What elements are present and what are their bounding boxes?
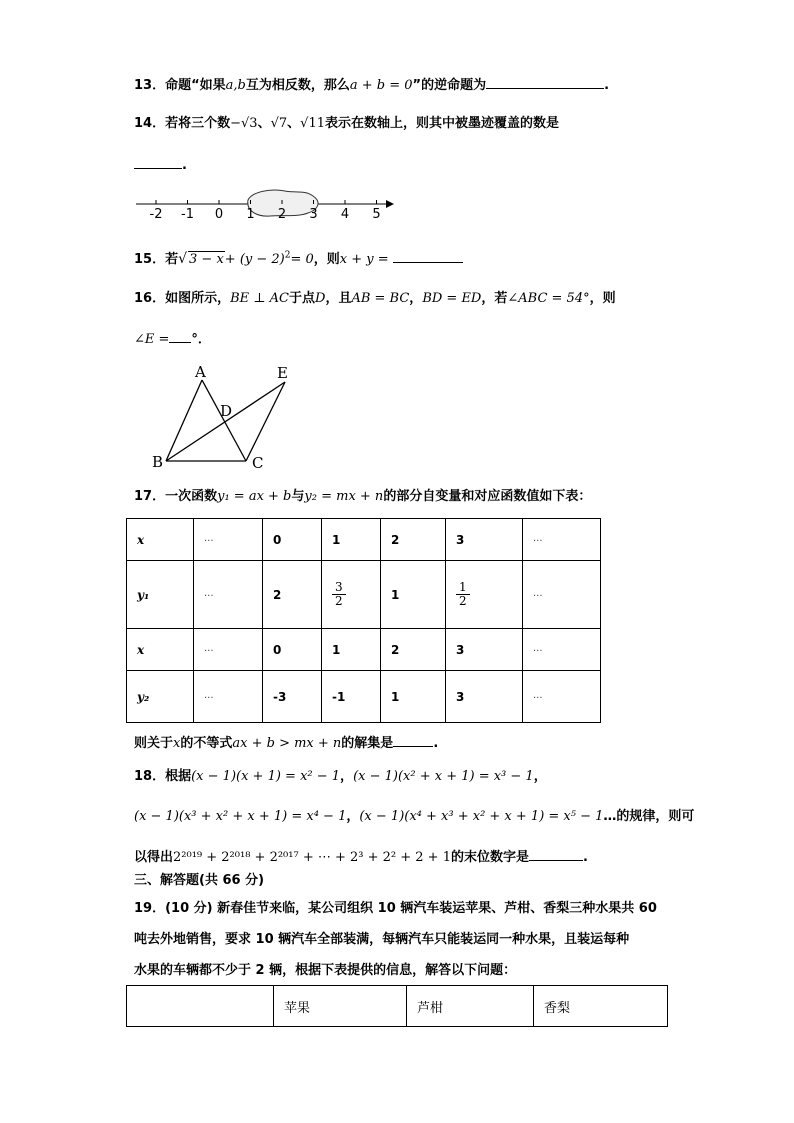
table-cell (523, 671, 601, 723)
axis-tick-label: 0 (214, 207, 224, 222)
question-text: 则关于 (134, 736, 174, 751)
table-cell (194, 671, 263, 723)
question-14 (134, 115, 559, 133)
math-expr: AB = BC (351, 291, 410, 306)
axis-arrow (386, 200, 394, 208)
period: . (604, 78, 610, 93)
math-expr: + (y − 2) (224, 252, 285, 267)
question-text: ， (409, 291, 423, 306)
question-17-tail (134, 732, 438, 753)
label-d: D (220, 402, 233, 420)
math-expr: ∠E = (134, 332, 170, 347)
row-header: x (127, 629, 194, 671)
table-cell (194, 561, 263, 629)
table-header-cell: 香梨 (534, 986, 668, 1027)
fraction-three-halves: $\frac{3}{2}$ (332, 581, 346, 608)
ellipsis: ··· (533, 535, 543, 547)
math-expr: ∠ABC = 54° (507, 291, 590, 306)
question-number: 16． (134, 291, 166, 306)
math-expr: = 0 (290, 252, 314, 267)
sqrt-sign: √ (178, 251, 188, 267)
question-text: ，若 (481, 291, 508, 306)
question-text: 表示在数轴上，则其中被墨迹覆盖的数是 (324, 116, 559, 131)
table-cell (322, 561, 381, 629)
question-19-line3: 水果的车辆都不少于 2 辆，根据下表提供的信息，解答以下问题： (134, 963, 517, 978)
row-header: y₂ (127, 671, 194, 723)
table-cell (446, 561, 523, 629)
table-row (127, 986, 668, 1027)
geometry-figure (140, 360, 310, 475)
section-heading: 三、解答题(共 66 分) (134, 873, 265, 888)
question-text: 如图所示， (165, 291, 231, 306)
axis-tick-label: 2 (277, 207, 287, 222)
answer-blank[interactable] (486, 74, 604, 89)
table-cell: -1 (322, 671, 381, 723)
question-number: 17． (134, 489, 166, 504)
q14-answer-line (134, 154, 187, 175)
period: . (182, 158, 187, 173)
table-header-cell: 芦柑 (407, 986, 534, 1027)
math-var: x (173, 736, 181, 751)
ellipsis: ··· (204, 590, 214, 602)
table-header-cell (127, 986, 274, 1027)
table-cell: 3 (446, 629, 523, 671)
question-15 (134, 248, 463, 269)
axis-tick-label: 5 (372, 207, 381, 222)
table-cell: 1 (381, 671, 446, 723)
table-cell: -3 (263, 671, 322, 723)
answer-blank[interactable] (393, 248, 463, 263)
ellipsis: ··· (533, 590, 543, 602)
question-text: 的末位数字是 (450, 850, 529, 865)
row-header: x (127, 519, 194, 561)
axis-tick-label: 4 (340, 207, 350, 222)
math-expr: (x − 1)(x + 1) = x² − 1 (191, 769, 341, 784)
answer-blank[interactable] (529, 846, 583, 861)
math-expr: BE ⊥ AC (230, 291, 289, 306)
question-text: 的部分自变量和对应函数值如下表： (383, 489, 592, 504)
table-cell: 3 (446, 671, 523, 723)
table-cell: 1 (381, 561, 446, 629)
answer-blank[interactable] (134, 154, 182, 169)
label-b: B (152, 453, 164, 471)
question-18-cont (134, 808, 694, 826)
question-text: 一次函数 (165, 489, 218, 504)
math-expr: √7 (270, 116, 288, 131)
math-vars: a,b (225, 78, 246, 93)
label-e: E (277, 364, 288, 382)
question-18-cont2 (134, 846, 588, 867)
axis-tick-label: -1 (181, 207, 194, 222)
table-cell: 3 (446, 519, 523, 561)
question-text: 若 (165, 252, 179, 267)
table-cell: 1 (322, 629, 381, 671)
question-text: ”的逆命题为 (412, 78, 487, 93)
table-cell: 2 (381, 629, 446, 671)
ellipsis: ··· (204, 692, 214, 704)
question-text: ，且 (325, 291, 352, 306)
question-text: 于点 (288, 291, 315, 306)
table-cell: 2 (381, 519, 446, 561)
separator: ， (346, 809, 360, 824)
math-expr: (x − 1)(x² + x + 1) = x³ − 1 (353, 769, 534, 784)
math-expr: y₁ = ax + b (217, 489, 292, 504)
label-a: A (195, 363, 206, 381)
question-13 (134, 74, 609, 95)
math-expr: √11 (300, 116, 325, 131)
math-expr: BD = ED (422, 291, 482, 306)
question-text: 命题“如果 (165, 78, 226, 93)
question-number: 18． (134, 769, 166, 784)
question-16-cont (134, 328, 211, 349)
answer-blank[interactable] (393, 732, 433, 747)
table-cell: 0 (263, 629, 322, 671)
question-text: °． (191, 332, 211, 347)
question-number: 15． (134, 252, 166, 267)
question-text: 根据 (165, 769, 192, 784)
row-header: y₁ (127, 561, 194, 629)
table-cell (523, 561, 601, 629)
answer-blank[interactable] (169, 328, 191, 343)
table-cell: 0 (263, 519, 322, 561)
question-text: …的规律，则可 (603, 809, 695, 824)
question-16 (134, 290, 616, 308)
table-row (127, 519, 601, 561)
axis-tick-label: -2 (149, 207, 163, 222)
question-17 (134, 488, 591, 506)
question-number: 13． (134, 78, 166, 93)
fruit-table (126, 985, 668, 1027)
question-text: 互为相反数，那么 (245, 78, 350, 93)
question-text: 的解集是 (341, 736, 394, 751)
table-header-cell: 苹果 (274, 986, 407, 1027)
table-cell (194, 629, 263, 671)
separator: ， (340, 769, 354, 784)
segment-ec (246, 382, 285, 461)
question-19-line2: 吨去外地销售，要求 10 辆汽车全部装满，每辆汽车只能装运同一种水果，且装运每种 (134, 932, 630, 947)
number-line (130, 182, 400, 228)
period: . (433, 736, 439, 751)
math-expr: 2²⁰¹⁹ + 2²⁰¹⁸ + 2²⁰¹⁷ + ⋯ + 2³ + 2² + 2 + 1 (173, 850, 451, 865)
table-row (127, 561, 601, 629)
table-row (127, 629, 601, 671)
math-expr: ax + b > mx + n (232, 736, 342, 751)
table-cell: 1 (322, 519, 381, 561)
separator: 、 (257, 116, 271, 131)
separator: ， (533, 769, 547, 784)
exponent: 2 (284, 250, 291, 261)
ellipsis: ··· (533, 645, 543, 657)
question-text: 以得出 (134, 850, 174, 865)
ellipsis: ··· (204, 535, 214, 547)
question-18 (134, 768, 547, 786)
ellipsis: ··· (533, 692, 543, 704)
question-text: 与 (291, 489, 305, 504)
question-text: ，则 (589, 291, 616, 306)
math-expr: (x − 1)(x⁴ + x³ + x² + x + 1) = x⁵ − 1 (359, 809, 604, 824)
label-c: C (252, 454, 264, 472)
table-cell (523, 519, 601, 561)
question-text: 若将三个数 (165, 116, 231, 131)
segment-ac (202, 380, 246, 461)
axis-tick-label: 3 (309, 207, 318, 222)
question-text: ，则 (313, 252, 340, 267)
math-expr: a + b = 0 (349, 78, 413, 93)
question-19-line1: 19．(10 分) 新春佳节来临，某公司组织 10 辆汽车装运苹果、芦柑、香梨三种水果共 60 (134, 901, 657, 916)
math-expr: x + y = (339, 252, 389, 267)
period: . (583, 850, 588, 865)
radicand: 3 − x (189, 252, 224, 267)
table-cell (523, 629, 601, 671)
table-cell: 2 (263, 561, 322, 629)
fraction-one-half: $\frac{1}{2}$ (456, 581, 470, 608)
table-row (127, 671, 601, 723)
math-expr: D (315, 291, 326, 306)
question-text: 的不等式 (180, 736, 233, 751)
axis-tick-label: 1 (246, 207, 255, 222)
math-expr: y₂ = mx + n (304, 489, 384, 504)
math-expr: −√3 (230, 116, 258, 131)
separator: 、 (287, 116, 301, 131)
table-cell (194, 519, 263, 561)
math-expr: (x − 1)(x³ + x² + x + 1) = x⁴ − 1 (134, 809, 347, 824)
question-number: 14． (134, 116, 166, 131)
ellipsis: ··· (204, 645, 214, 657)
value-table (126, 518, 601, 723)
